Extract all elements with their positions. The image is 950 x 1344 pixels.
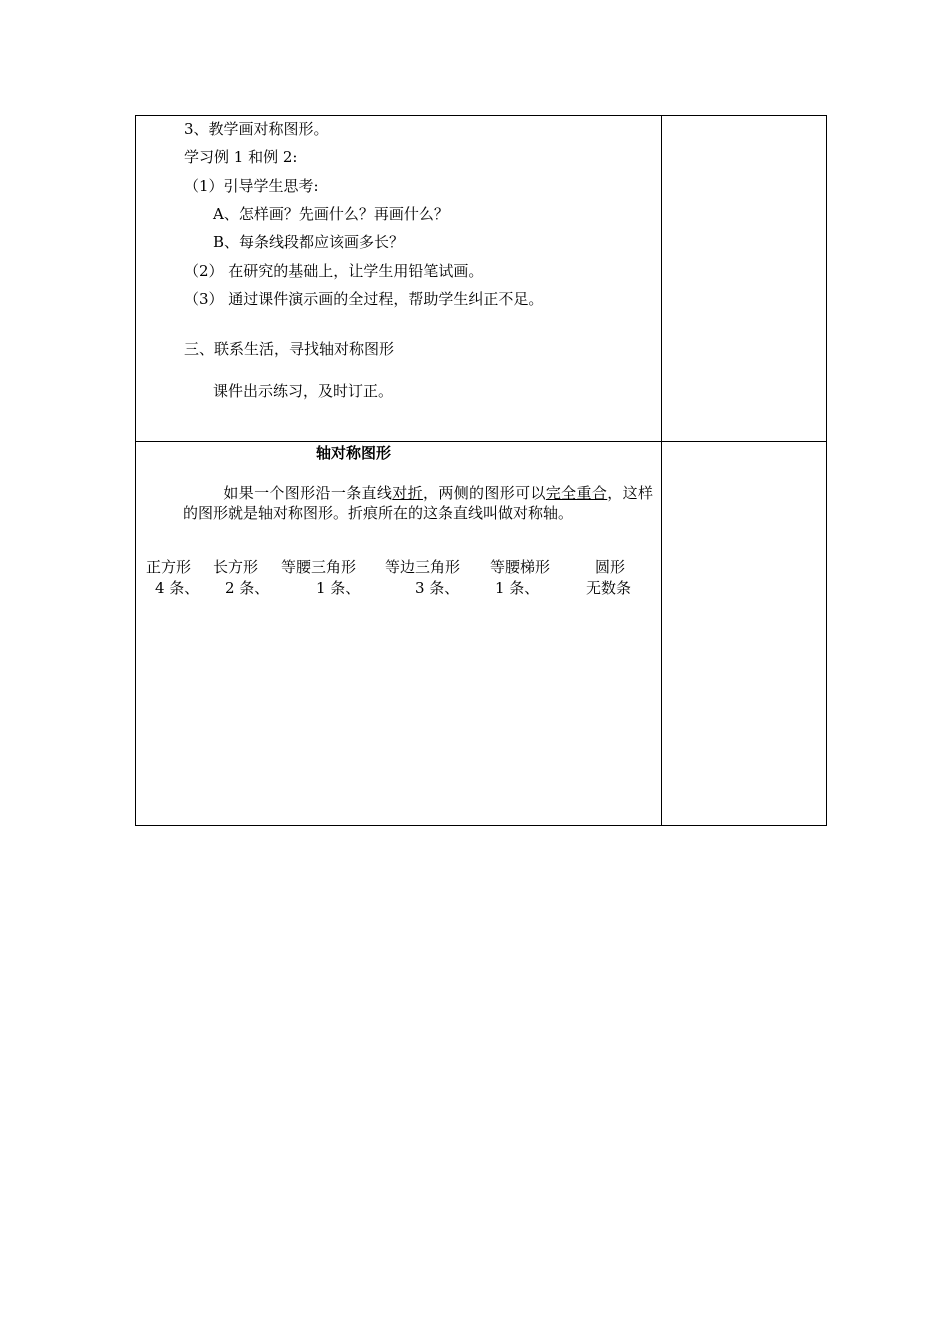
definition-part2: ，两侧的图形可以 xyxy=(422,484,546,502)
shape-name-equilateral-triangle: 等边三角形 xyxy=(385,558,461,576)
definition-part1: 如果一个图形沿一条直线 xyxy=(223,484,393,502)
shape-name-rectangle: 长方形 xyxy=(213,558,259,576)
axes-count-isosceles-trapezoid: 1 条、 xyxy=(495,579,540,597)
definition-paragraph xyxy=(183,483,653,523)
item-3: （3） 通过课件演示画的全过程，帮助学生纠正不足。 xyxy=(184,290,544,308)
shape-name-isosceles-trapezoid: 等腰梯形 xyxy=(490,558,551,576)
item-2: （2） 在研究的基础上，让学生用铅笔试画。 xyxy=(184,262,484,280)
axes-count-square: 4 条、 xyxy=(155,579,200,597)
axes-count-isosceles-triangle: 1 条、 xyxy=(316,579,361,597)
axes-count-rectangle: 2 条、 xyxy=(225,579,270,597)
section-3-title: 三、联系生活，寻找轴对称图形 xyxy=(184,340,395,358)
axes-count-equilateral-triangle: 3 条、 xyxy=(415,579,460,597)
board-title: 轴对称图形 xyxy=(316,444,392,462)
shape-name-isosceles-triangle: 等腰三角形 xyxy=(281,558,357,576)
fold-term: 对折 xyxy=(392,484,423,502)
definition-part3: ，这样的图形就是轴对称图形。折痕所在的这条直线叫做对称轴。 xyxy=(183,484,653,522)
lesson-table xyxy=(135,115,827,826)
shape-name-circle: 圆形 xyxy=(595,558,626,576)
step3-title: 3、教学画对称图形。 xyxy=(184,120,329,138)
row-divider xyxy=(136,441,826,442)
question-b: B、每条线段都应该画多长？ xyxy=(213,233,405,251)
column-divider xyxy=(661,116,662,825)
study-line: 学习例 1 和例 2: xyxy=(184,148,298,166)
question-a: A、怎样画？先画什么？再画什么？ xyxy=(213,205,449,223)
coincide-term: 完全重合 xyxy=(545,484,608,502)
guide-line: （1）引导学生思考: xyxy=(184,177,319,195)
shape-name-square: 正方形 xyxy=(146,558,192,576)
axes-count-circle: 无数条 xyxy=(586,579,632,597)
exercise-line: 课件出示练习，及时订正。 xyxy=(213,382,394,400)
